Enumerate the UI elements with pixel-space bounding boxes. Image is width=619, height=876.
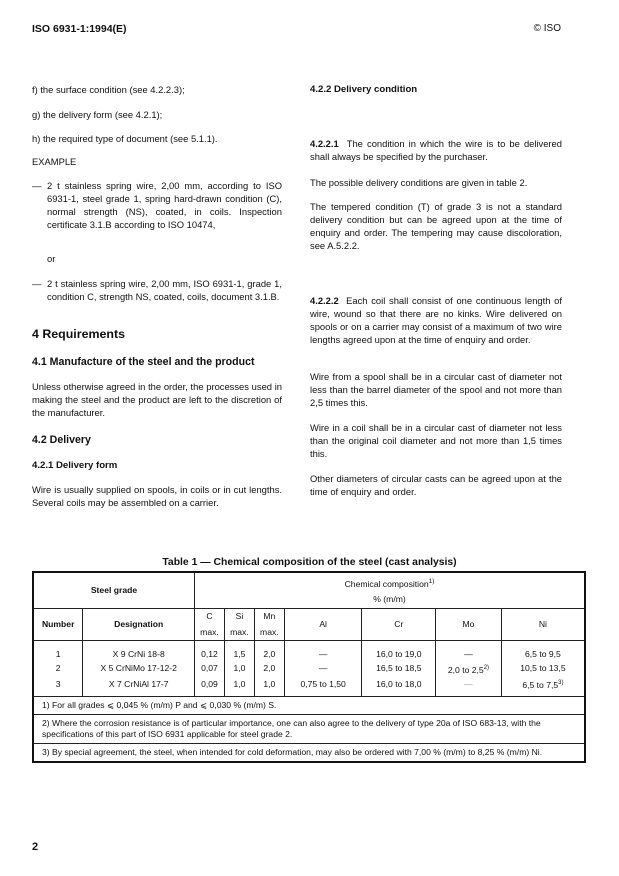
paragraph-spool-cast: Wire from a spool shall be in a circular cast of diameter not less than the barrel diameter of the spool and not more than 2,5 times this.: [310, 371, 562, 408]
cell-cr: 16,0 to 18,0: [362, 676, 436, 696]
cell-al: —: [284, 640, 362, 661]
cell-mo-value: 2,0 to 2,5: [447, 664, 484, 675]
footnote-ref: 2): [483, 664, 490, 671]
cell-al: —: [284, 661, 362, 677]
cell-number: 1: [33, 640, 83, 661]
cell-si: 1,5: [224, 640, 254, 661]
cell-mo: [436, 661, 502, 677]
cell-number: 2: [33, 661, 83, 677]
paragraph-4-2-2-1-text: The condition in which the wire is to be delivered shall always be specified by the purchaser.: [310, 138, 562, 162]
column-header-number: Number: [33, 608, 83, 640]
cell-cr: 16,5 to 18,5: [362, 661, 436, 677]
section-4-1-text: Unless otherwise agreed in the order, the processes used in making the steel and the product are left to the discretion of the manufacturer.: [32, 381, 282, 418]
footnote-ref: 3): [558, 680, 564, 687]
table-note-2: 2) Where the corrosion resistance is of particular importance, one can also agree to the delivery of type 20a of ISO 683-13, with the specifications of this part of ISO 6931 applicable for steel grade 2.: [33, 715, 585, 744]
section-4-heading: 4 Requirements: [32, 327, 125, 341]
list-item-h: h) the required type of document (see 5.1.1).: [32, 133, 218, 144]
table-note-1: 1) For all grades ⩽ 0,045 % (m/m) P and ⩽ 0,030 % (m/m) S.: [33, 697, 585, 715]
cell-mo: —: [436, 676, 502, 696]
section-4-2-2-heading: 4.2.2 Delivery condition: [310, 84, 418, 95]
column-header-designation: Designation: [83, 608, 195, 640]
cell-mo: —: [436, 640, 502, 661]
chemical-composition-table: [32, 571, 586, 763]
cell-mn: 2,0: [254, 640, 284, 661]
table-note-3: 3) By special agreement, the steel, when intended for cold deformation, may also be ordered with 7,00 % (m/m) to 8,25 % (m/m) Ni.: [33, 744, 585, 763]
cell-ni: 6,5 to 9,5: [501, 640, 585, 661]
example-label: EXAMPLE: [32, 156, 77, 167]
cell-si: 1,0: [224, 661, 254, 677]
cell-ni-value: 6,5 to 7,5: [522, 680, 559, 691]
dash-marker: —: [32, 180, 42, 191]
paragraph-other-diameters: Other diameters of circular casts can be agreed upon at the time of enquiry and order.: [310, 473, 562, 497]
cell-number: 3: [33, 676, 83, 696]
column-header-mn: Mn: [254, 608, 284, 624]
paragraph-4-2-2-1-number: 4.2.2.1: [310, 138, 339, 149]
cell-ni: 10,5 to 13,5: [501, 661, 585, 677]
paragraph-4-2-2-2-text: Each coil shall consist of one continuous length of wire, wound so that there are no kinks. Wire delivered on spools or on a carrier may consist of a maximum of two wire lengths agreed upon at the time of enquiry and order.: [310, 295, 562, 345]
example-2-text: 2 t stainless spring wire, 2,00 mm, ISO 6931-1, grade 1, condition C, strength NS, coated, coils, document 3.1.B.: [47, 278, 282, 302]
cell-mn: 1,0: [254, 676, 284, 696]
section-4-1-heading: 4.1 Manufacture of the steel and the product: [32, 356, 255, 368]
column-header-max: max.: [254, 624, 284, 640]
column-header-c: C: [195, 608, 225, 624]
cell-cr: 16,0 to 19,0: [362, 640, 436, 661]
paragraph-tempered-condition: The tempered condition (T) of grade 3 is not a standard delivery condition but can be agreed upon at the time of enquiry and order. The tempering may cause discoloration, see A.5.2.2.: [310, 201, 562, 251]
chemical-composition-label: Chemical composition: [344, 579, 429, 590]
table-caption: Table 1 — Chemical composition of the steel (cast analysis): [162, 557, 457, 568]
cell-c: 0,07: [195, 661, 225, 677]
paragraph-4-2-2-2: [310, 294, 562, 346]
section-4-2-1-text: Wire is usually supplied on spools, in coils or in cut lengths. Several coils may be assembled on a carrier.: [32, 484, 282, 508]
cell-si: 1,0: [224, 676, 254, 696]
cell-designation: X 5 CrNiMo 17-12-2: [83, 661, 195, 677]
column-header-cr: Cr: [362, 608, 436, 640]
column-header-max: max.: [224, 624, 254, 640]
example-1-text: 2 t stainless spring wire, 2,00 mm, according to ISO 6931-1, steel grade 1, spring hard-drawn condition (C), normal strength (NS), coated, in coils. Inspection certificate 3.1.B according to ISO 10474,: [47, 180, 282, 230]
dash-marker: —: [32, 278, 42, 289]
list-item-g: g) the delivery form (see 4.2.1);: [32, 109, 163, 120]
cell-designation: X 7 CrNiAl 17-7: [83, 676, 195, 696]
paragraph-4-2-2-2-number: 4.2.2.2: [310, 295, 339, 306]
document-header-publisher: © ISO: [533, 23, 561, 34]
list-item-f: f) the surface condition (see 4.2.2.3);: [32, 84, 185, 95]
column-header-si: Si: [224, 608, 254, 624]
cell-c: 0,09: [195, 676, 225, 696]
unit-label: % (m/m): [373, 594, 406, 605]
chemical-composition-header: [195, 572, 585, 608]
cell-mn: 2,0: [254, 661, 284, 677]
column-header-mo: Mo: [436, 608, 502, 640]
column-header-al: Al: [284, 608, 362, 640]
paragraph-possible-conditions: The possible delivery conditions are given in table 2.: [310, 177, 528, 188]
page-number: 2: [32, 841, 39, 853]
column-header-max: max.: [195, 624, 225, 640]
example-or: or: [47, 253, 56, 264]
cell-c: 0,12: [195, 640, 225, 661]
paragraph-coil-cast: Wire in a coil shall be in a circular cast of diameter not less than the original coil diameter and not more than 1,5 times this.: [310, 422, 562, 459]
document-header-standard: ISO 6931-1:1994(E): [32, 23, 127, 35]
paragraph-4-2-2-1: [310, 137, 562, 163]
cell-ni: [501, 676, 585, 696]
cell-designation: X 9 CrNi 18-8: [83, 640, 195, 661]
cell-al: 0,75 to 1,50: [284, 676, 362, 696]
section-4-2-1-heading: 4.2.1 Delivery form: [32, 460, 118, 471]
steel-grade-header: Steel grade: [33, 572, 195, 608]
footnote-ref: 1): [428, 578, 435, 586]
column-header-ni: Ni: [501, 608, 585, 640]
section-4-2-heading: 4.2 Delivery: [32, 434, 91, 446]
